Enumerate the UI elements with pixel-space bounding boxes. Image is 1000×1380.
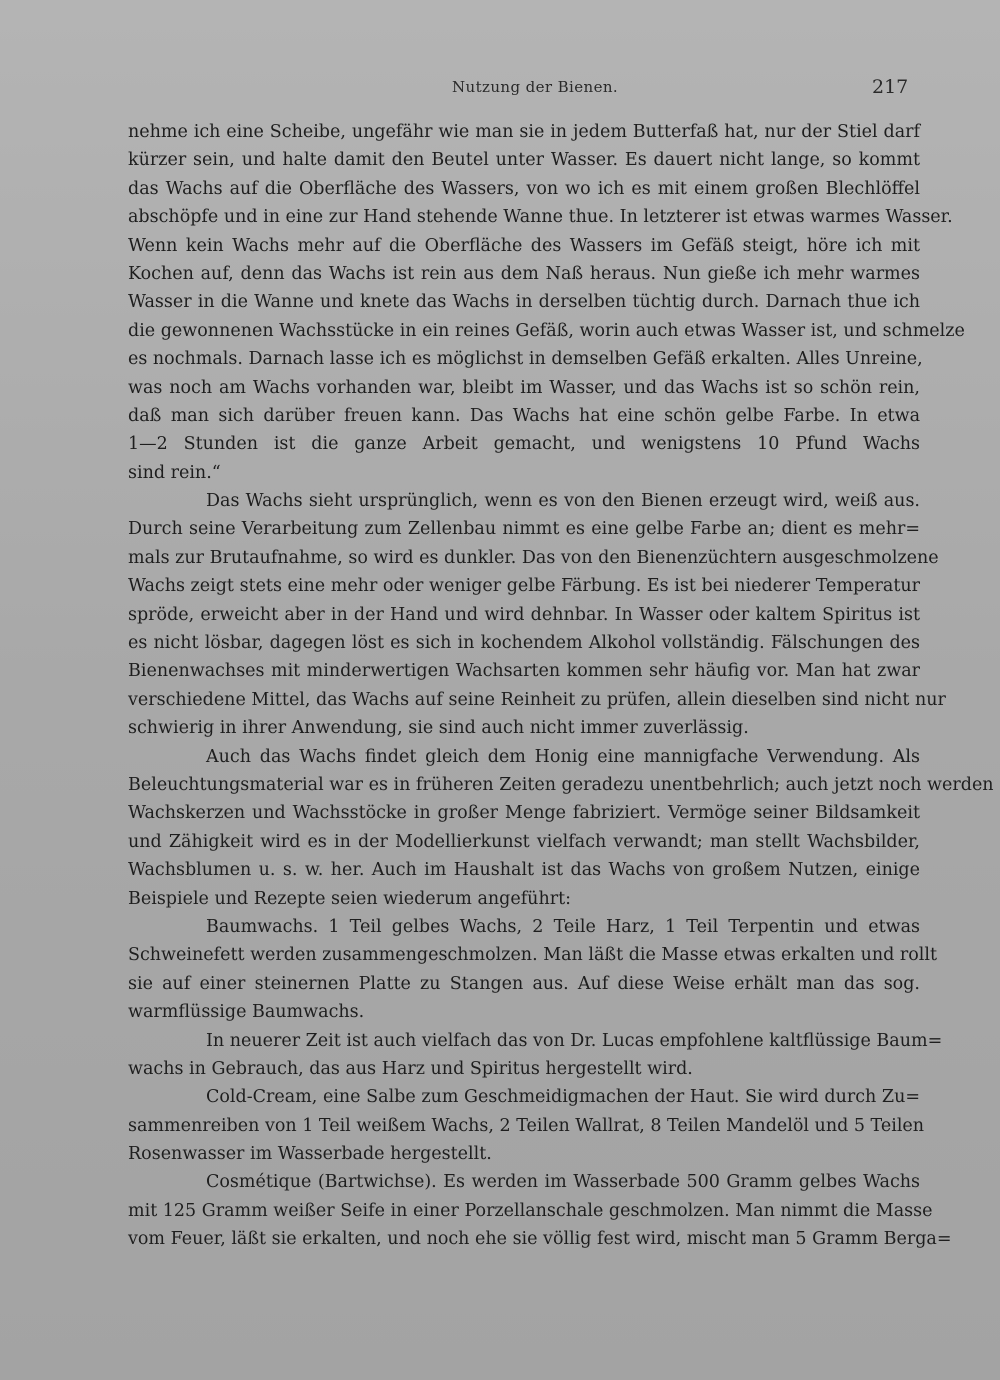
text-line: Rosenwasser im Wasserbade hergestellt. [128, 1144, 492, 1165]
text-line: Cosmétique (Bartwichse). Es werden im Wasserbade 500 Gramm gelbes Wachs [206, 1172, 920, 1193]
text-line: Auch das Wachs findet gleich dem Honig eine mannigfache Verwendung. Als [206, 746, 920, 767]
text-line: Bienenwachses mit minderwertigen Wachsarten kommen sehr häufig vor. Man hat zwar [128, 661, 920, 682]
text-line: mit 125 Gramm weißer Seife in einer Porzellanschale geschmolzen. Man nimmt die Masse [128, 1200, 933, 1221]
text-line: Wenn kein Wachs mehr auf die Oberfläche des Wassers im Gefäß steigt, höre ich mit [128, 235, 920, 256]
body-text [128, 118, 994, 1254]
text-line: wachs in Gebrauch, das aus Harz und Spiritus hergestellt wird. [128, 1058, 693, 1079]
text-line: das Wachs auf die Oberfläche des Wassers, von wo ich es mit einem großen Blechlöffel [128, 178, 920, 199]
text-line: es nochmals. Darnach lasse ich es möglichst in demselben Gefäß erkalten. Alles Unreine, [128, 349, 923, 370]
text-line: Beleuchtungsmaterial war es in früheren Zeiten geradezu unentbehrlich; auch jetzt noch werden [128, 774, 994, 795]
text-line: mals zur Brutaufnahme, so wird es dunkler. Das von den Bienenzüchtern ausgeschmolzene [128, 547, 939, 568]
text-line: nehme ich eine Scheibe, ungefähr wie man sie in jedem Butterfaß hat, nur der Stiel darf [128, 122, 920, 142]
text-line: Baumwachs. 1 Teil gelbes Wachs, 2 Teile Harz, 1 Teil Terpentin und etwas [206, 916, 920, 937]
running-title: Nutzung der Bienen. [452, 78, 619, 96]
text-line: Das Wachs sieht ursprünglich, wenn es von den Bienen erzeugt wird, weiß aus. [206, 491, 920, 512]
text-line: vom Feuer, läßt sie erkalten, und noch ehe sie völlig fest wird, mischt man 5 Gramm Berga= [128, 1229, 952, 1250]
text-line: die gewonnenen Wachsstücke in ein reines Gefäß, worin auch etwas Wasser ist, und schmelze [128, 320, 965, 341]
text-line: warmflüssige Baumwachs. [128, 1002, 365, 1023]
text-line: Kochen auf, denn das Wachs ist rein aus dem Naß heraus. Nun gieße ich mehr warmes [128, 263, 920, 284]
text-line: verschiedene Mittel, das Wachs auf seine Reinheit zu prüfen, allein dieselben sind nicht nur [128, 689, 946, 710]
text-line: spröde, erweicht aber in der Hand und wird dehnbar. In Wasser oder kaltem Spiritus ist [128, 604, 920, 625]
text-line: Wachsblumen u. s. w. her. Auch im Haushalt ist das Wachs von großem Nutzen, einige [128, 860, 920, 881]
text-line: daß man sich darüber freuen kann. Das Wachs hat eine schön gelbe Farbe. In etwa [128, 405, 920, 426]
text-line: Durch seine Verarbeitung zum Zellenbau nimmt es eine gelbe Farbe an; dient es mehr= [128, 519, 920, 540]
text-line: In neuerer Zeit ist auch vielfach das von Dr. Lucas empfohlene kaltflüssige Baum= [206, 1030, 943, 1051]
text-line: Wasser in die Wanne und knete das Wachs in derselben tüchtig durch. Darnach thue ich [128, 292, 920, 313]
text-line: es nicht lösbar, dagegen löst es sich in kochendem Alkohol vollständig. Fälschungen des [128, 633, 920, 654]
text-line: Cold-Cream, eine Salbe zum Geschmeidigmachen der Haut. Sie wird durch Zu= [206, 1087, 920, 1108]
text-line: Wachs zeigt stets eine mehr oder weniger gelbe Färbung. Es ist bei niederer Temperatur [128, 576, 920, 597]
text-line: abschöpfe und in eine zur Hand stehende Wanne thue. In letzterer ist etwas warmes Wasser. [128, 207, 953, 228]
text-line: Wachskerzen und Wachsstöcke in großer Menge fabriziert. Vermöge seiner Bildsamkeit [128, 803, 920, 824]
text-line: Schweinefett werden zusammengeschmolzen. Man läßt die Masse etwas erkalten und rollt [128, 945, 938, 966]
text-line: sammenreiben von 1 Teil weißem Wachs, 2 Teilen Wallrat, 8 Teilen Mandelöl und 5 Teilen [128, 1115, 925, 1136]
text-line: sind rein.“ [128, 462, 221, 483]
text-line: kürzer sein, und halte damit den Beutel unter Wasser. Es dauert nicht lange, so kommt [128, 150, 920, 171]
text-line: schwierig in ihrer Anwendung, sie sind auch nicht immer zuverlässig. [128, 718, 749, 739]
text-line: und Zähigkeit wird es in der Modellierkunst vielfach verwandt; man stellt Wachsbilder, [128, 831, 920, 852]
text-line: was noch am Wachs vorhanden war, bleibt im Wasser, und das Wachs ist so schön rein, [128, 377, 920, 398]
text-line: sie auf einer steinernen Platte zu Stangen aus. Auf diese Weise erhält man das sog. [128, 973, 920, 994]
text-line: 1—2 Stunden ist die ganze Arbeit gemacht, und wenigstens 10 Pfund Wachs [128, 434, 920, 455]
text-line: Beispiele und Rezepte seien wiederum angeführt: [128, 888, 572, 909]
page-number: 217 [872, 76, 909, 98]
